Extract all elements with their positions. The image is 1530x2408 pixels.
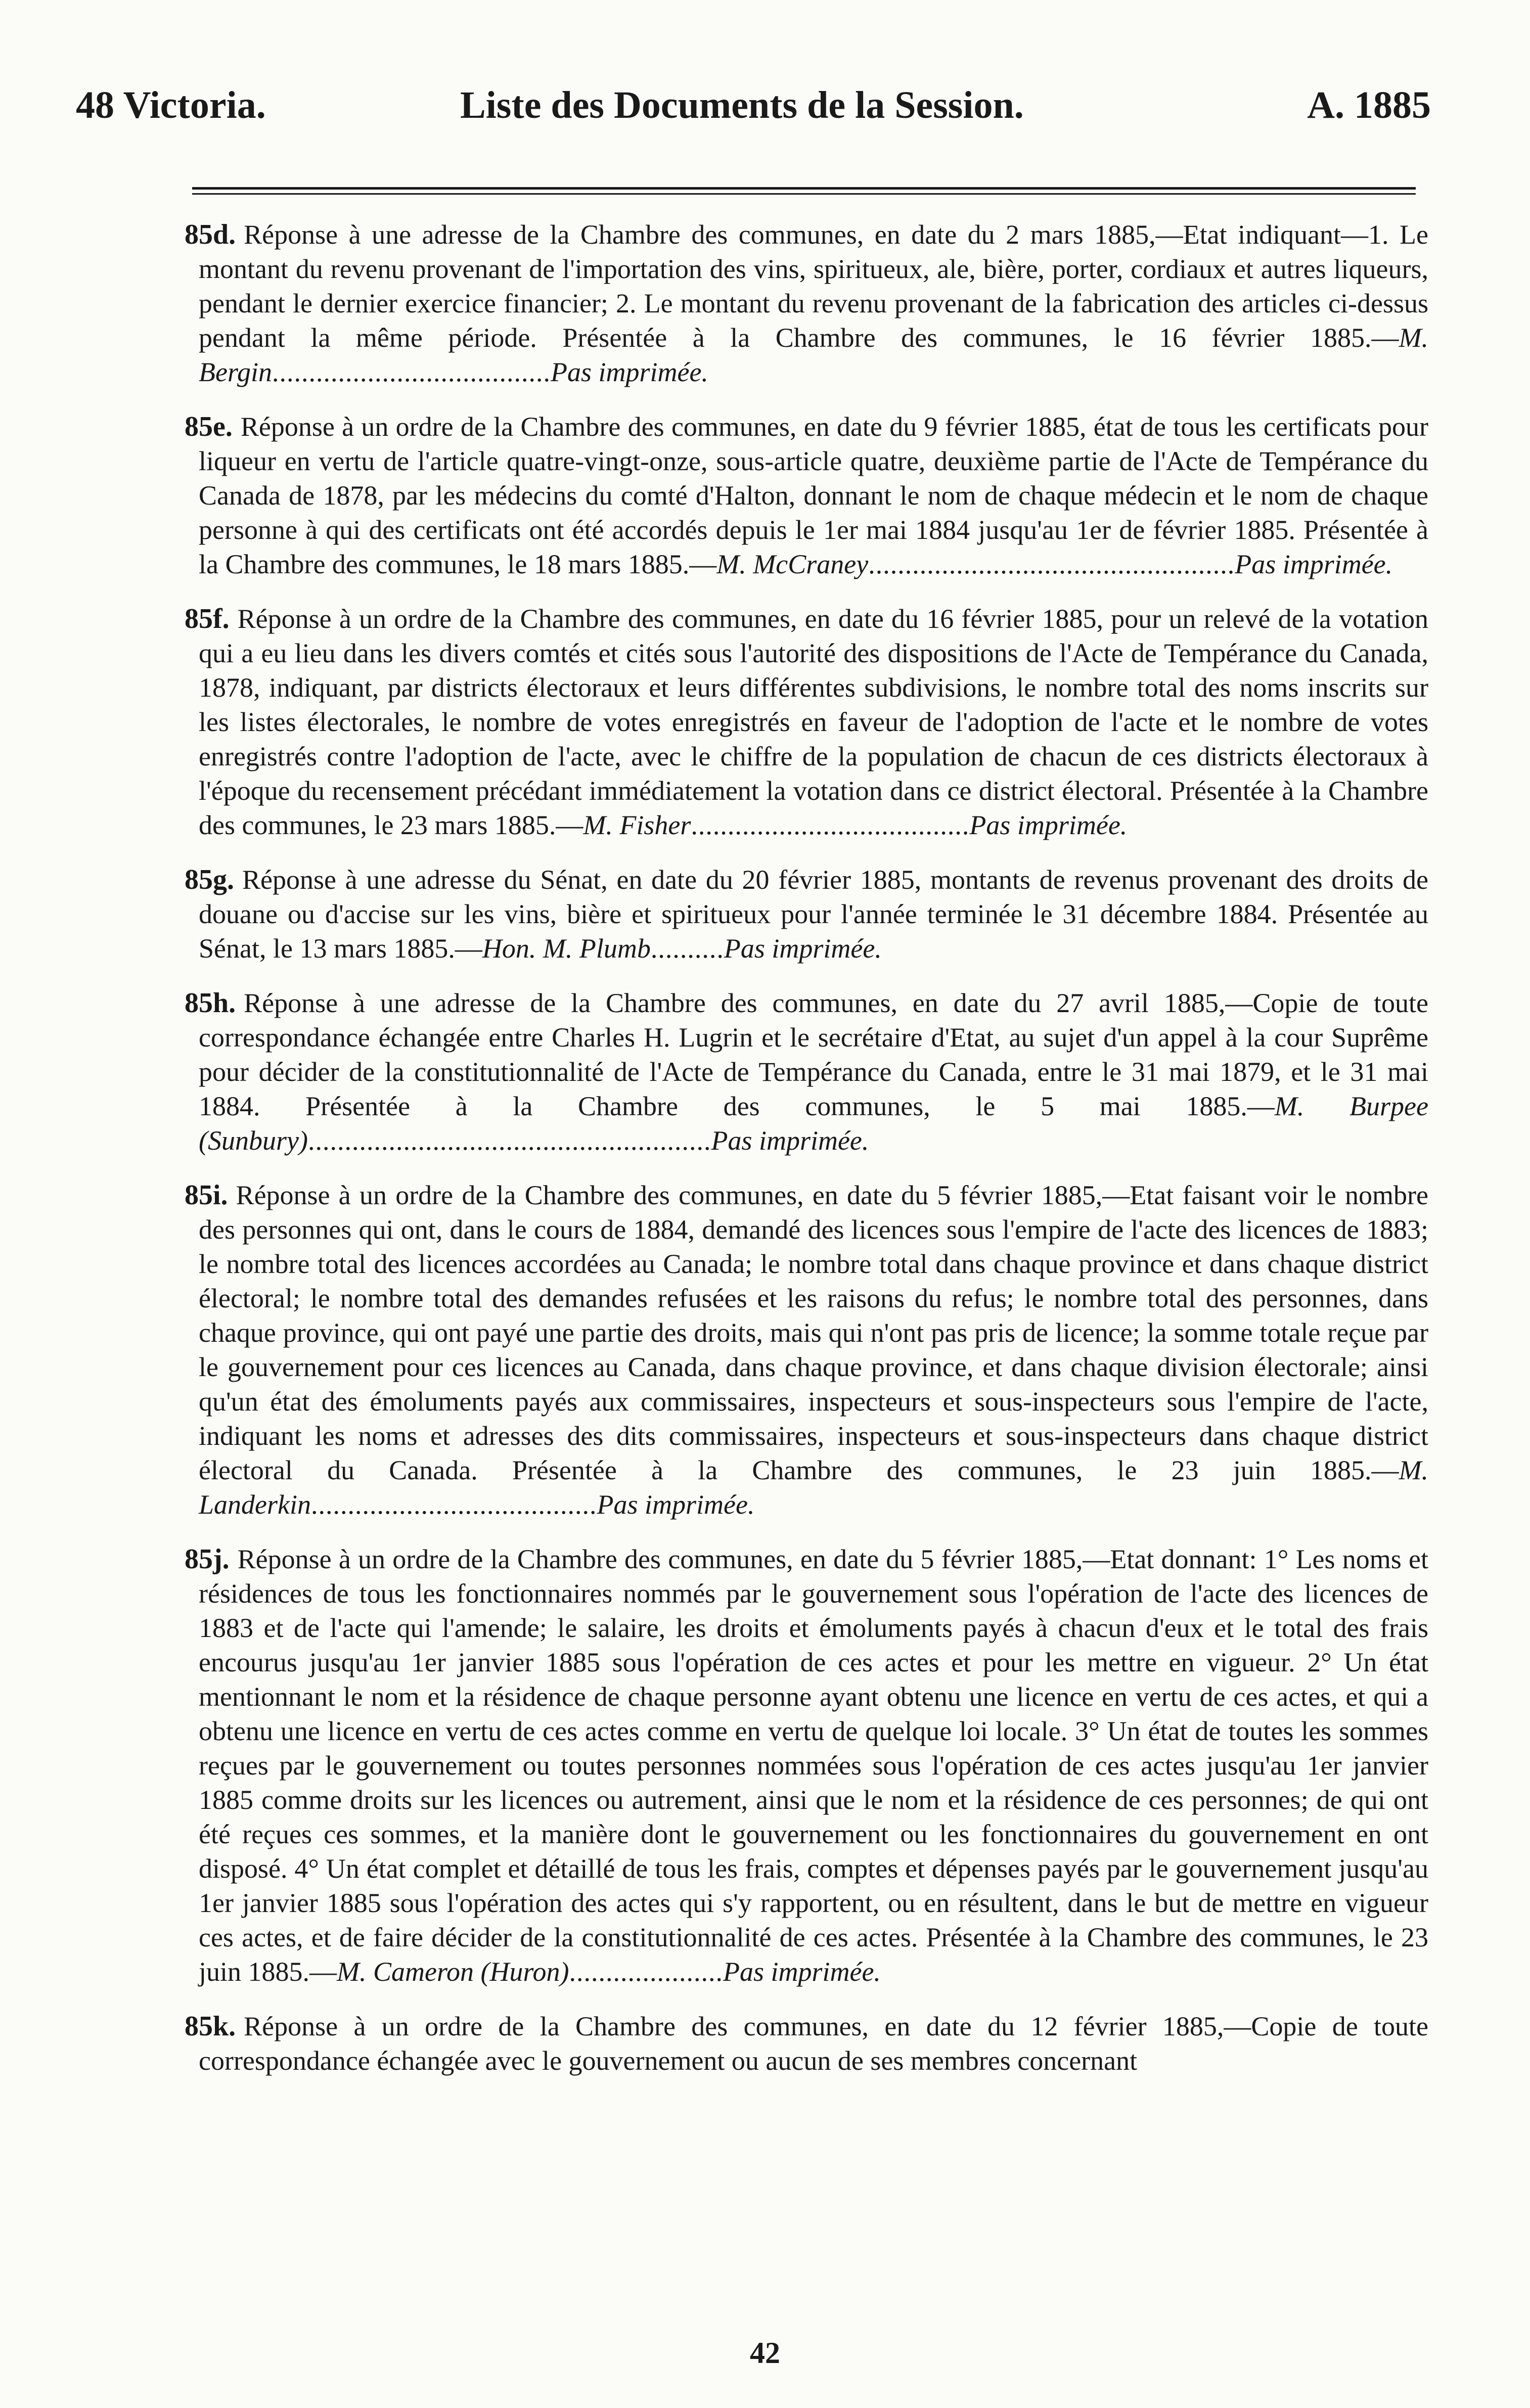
entry-text: Réponse à un ordre de la Chambre des communes, en date du 16 février 1885, pour un relevé de la votation qui a eu lieu dans les divers comtés et cités sous l'autorité des dispositions de l'Acte de Tempérance du Canada, 1878, indiquant, par districts électoraux et leurs différentes subdivisions, le nombre total des noms inscrits sur les listes électorales, le nombre de votes enregistrés en faveur de l'adoption de l'acte et le nombre de votes enregistrés contre l'adoption de l'acte, avec le chiffre de la population de chacun de ces districts électoraux à l'époque du recensement précédant immédiatement la votation dans ce district électoral. Présentée à la Chambre des communes, le 23 mars 1885.— [199,604,1428,840]
entry-number: 85e. [185,411,233,442]
entry-text: Réponse à une adresse du Sénat, en date du 20 février 1885, montants de revenus provenant des droits de douane ou d'accise sur les vins, bière et spiritueux pour l'année terminée le 31 décembre 1884. Présentée au Sénat, le 13 mars 1885.— [199,865,1428,964]
entry-number: 85g. [185,864,234,895]
entry-status: Pas imprimée. [969,810,1128,840]
header-title: Liste des Documents de la Session. [460,84,1024,126]
entry-text: Réponse à un ordre de la Chambre des communes, en date du 5 février 1885,—Etat donnant: 1° Les noms et résidences de tous les fonctionnaires nommés par le gouvernement sous l'opération de l'acte des licences de 1883 et de l'acte qui l'amende; le salaire, les droits et émoluments payés à chacun d'eux et le total des frais encourus jusqu'au 1er janvier 1885 sous l'opération de ces actes et pour les mettre en vigueur. 2° Un état mentionnant le nom et la résidence de chaque personne ayant obtenu une licence en vertu de ces actes, et qui a obtenu une licence en vertu de ces actes comme en vertu de quelque loi locale. 3° Un état de toutes les sommes reçues par le gouvernement ou toutes personnes nommées sous l'opération de ces actes jusqu'au 1er janvier 1885 comme droits sur les licences ou autrement, ainsi que le nom et la résidence de ces personnes; de qui ont été reçues ces sommes, et la manière dont le gouvernement ou les fonctionnaires du gouvernement en ont disposé. 4° Un état complet et détaillé de tous les frais, comptes et dépenses payés par le gouvernement jusqu'au 1er janvier 1885 sous l'opération des actes qui s'y rapportent, ou en résultent, dans le but de mettre en vigueur ces actes, et de faire décider de la constitutionnalité de ces actes. Présentée à la Chambre des communes, le 23 juin 1885.— [199,1544,1428,1987]
leader-dots: ...................................... [272,357,551,387]
header-rule-thin [192,193,1416,195]
document-entry [185,2009,1428,2078]
running-header [76,83,1431,144]
entry-status: Pas imprimée. [1235,549,1393,579]
entry-mover: M. Cameron (Huron) [337,1957,569,1987]
document-entry [185,217,1428,389]
leader-dots: .................................................. [868,549,1235,579]
entry-text: Réponse à une adresse de la Chambre des communes, en date du 2 mars 1885,—Etat indiquant—1. Le montant du revenu provenant de l'importation des vins, spiritueux, ale, bière, porter, cordiaux et autres liqueurs, pendant le dernier exercice financier; 2. Le montant du revenu provenant de la fabrication des articles ci-dessus pendant la même période. Présentée à la Chambre des communes, le 16 février 1885.— [199,219,1428,353]
entry-mover: M. McCraney [716,549,869,579]
entry-number: 85j. [185,1543,230,1575]
entry-status: Pas imprimée. [724,933,882,964]
entry-text: Réponse à un ordre de la Chambre des communes, en date du 9 février 1885, état de tous les certificats pour liqueur en vertu de l'article quatre-vingt-onze, sous-article quatre, deuxième partie de l'Acte de Tempérance du Canada de 1878, par les médecins du comté d'Halton, donnant le nom de chaque médecin et le nom de chaque personne à qui des certificats ont été accordés depuis le 1er mai 1884 jusqu'au 1er de février 1885. Présentée à la Chambre des communes, le 18 mars 1885.— [199,412,1428,579]
document-list [185,217,1428,2098]
entry-status: Pas imprimée. [711,1125,869,1156]
header-year: A. 1885 [1307,84,1431,126]
leader-dots: ...................................... [691,810,970,840]
document-entry [185,602,1428,842]
leader-dots: .......... [650,933,724,964]
entry-text: Réponse à un ordre de la Chambre des communes, en date du 5 février 1885,—Etat faisant voir le nombre des personnes qui ont, dans le cours de 1884, demandé des licences sous l'empire de l'acte des licences de 1883; le nombre total des licences accordées au Canada; le nombre total dans chaque province et dans chaque district électoral; le nombre total des demandes refusées et les raisons du refus; le nombre total des personnes, dans chaque province, qui ont payé une partie des droits, mais qui n'ont pas pris de licence; la somme totale reçue par le gouvernement pour ces licences au Canada, dans chaque province, et dans chaque division électorale; ainsi qu'un état des émoluments payés aux commissaires, inspecteurs et sous-inspecteurs sous l'empire de l'acte, indiquant les noms et adresses des dits commissaires, inspecteurs et sous-inspecteurs dans chaque district électoral du Canada. Présentée à la Chambre des communes, le 23 juin 1885.— [199,1180,1428,1485]
entry-mover: M. Bergin [199,323,1428,387]
entry-number: 85h. [185,987,236,1019]
document-entry [185,862,1428,966]
document-entry [185,1542,1428,1989]
leader-dots: ....................................................... [307,1125,711,1156]
entry-mover: M. Landerkin [199,1455,1428,1520]
document-entry [185,1178,1428,1522]
page-number: 42 [750,2336,780,2370]
entry-status: Pas imprimée. [550,357,708,387]
entry-mover: Hon. M. Plumb [482,933,651,964]
leader-dots: ....................................... [311,1489,597,1520]
entry-number: 85f. [185,603,230,634]
entry-number: 85d. [185,219,236,250]
entry-mover: M. Burpee (Sunbury) [199,1091,1428,1156]
document-entry [185,986,1428,1158]
entry-status: Pas imprimée. [597,1489,755,1520]
entry-number: 85i. [185,1179,228,1211]
entry-text: Réponse à une adresse de la Chambre des communes, en date du 27 avril 1885,—Copie de toute correspondance échangée entre Charles H. Lugrin et le secrétaire d'Etat, au sujet d'un appel à la cour Suprême pour décider de la constitutionnalité de l'Acte de Tempérance du Canada, entre le 31 mai 1879, et le 31 mai 1884. Présentée à la Chambre des communes, le 5 mai 1885.— [199,988,1428,1121]
entry-number: 85k. [185,2011,236,2042]
header-rule [192,187,1416,190]
header-session: 48 Victoria. [76,84,266,126]
entry-mover: M. Fisher [583,810,691,840]
leader-dots: ..................... [569,1957,723,1987]
entry-status: Pas imprimée. [723,1957,881,1987]
document-entry [185,410,1428,581]
entry-text: Réponse à un ordre de la Chambre des communes, en date du 12 février 1885,—Copie de toute correspondance échangée avec le gouvernement ou aucun de ses membres concernant [199,2011,1428,2076]
